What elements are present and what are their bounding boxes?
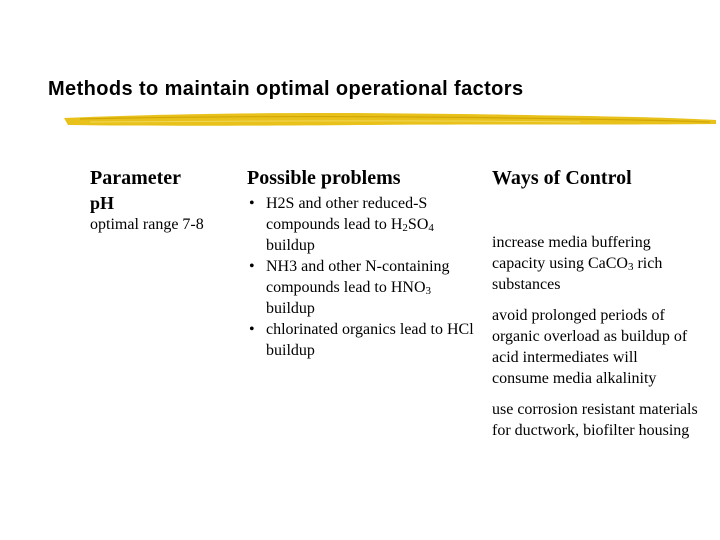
control-column [492,166,698,441]
parameter-name: pH [90,193,115,213]
bullet-icon: • [249,195,255,212]
problem-item: • NH3 and other N-containing compounds lead to $HNO_3$ buildup [249,258,450,317]
bullet-icon: • [249,321,255,338]
control-item: increase media buffering capacity using CaCO$_3$ rich substances [492,234,663,293]
problem-item: • H2S and other reduced-S compounds lead to $H_2SO_4$ buildup [249,195,434,254]
problem-item: • chlorinated organics lead to HCl buildup [249,321,474,359]
control-header: Ways of Control [492,167,632,189]
slide-title: Methods to maintain optimal operational factors [48,78,524,100]
problems-column [247,166,483,361]
brush-stroke-divider [60,106,720,132]
problems-header: Possible problems [247,167,401,189]
bullet-icon: • [249,258,255,275]
parameter-range: optimal range 7-8 [90,216,204,233]
control-item: use corrosion resistant materials for ductwork, biofilter housing [492,401,698,439]
parameter-header: Parameter [90,167,182,189]
control-item: avoid prolonged periods of organic overload as buildup of acid intermediates will consume media alkalinity [492,307,688,387]
parameter-column [90,166,240,235]
